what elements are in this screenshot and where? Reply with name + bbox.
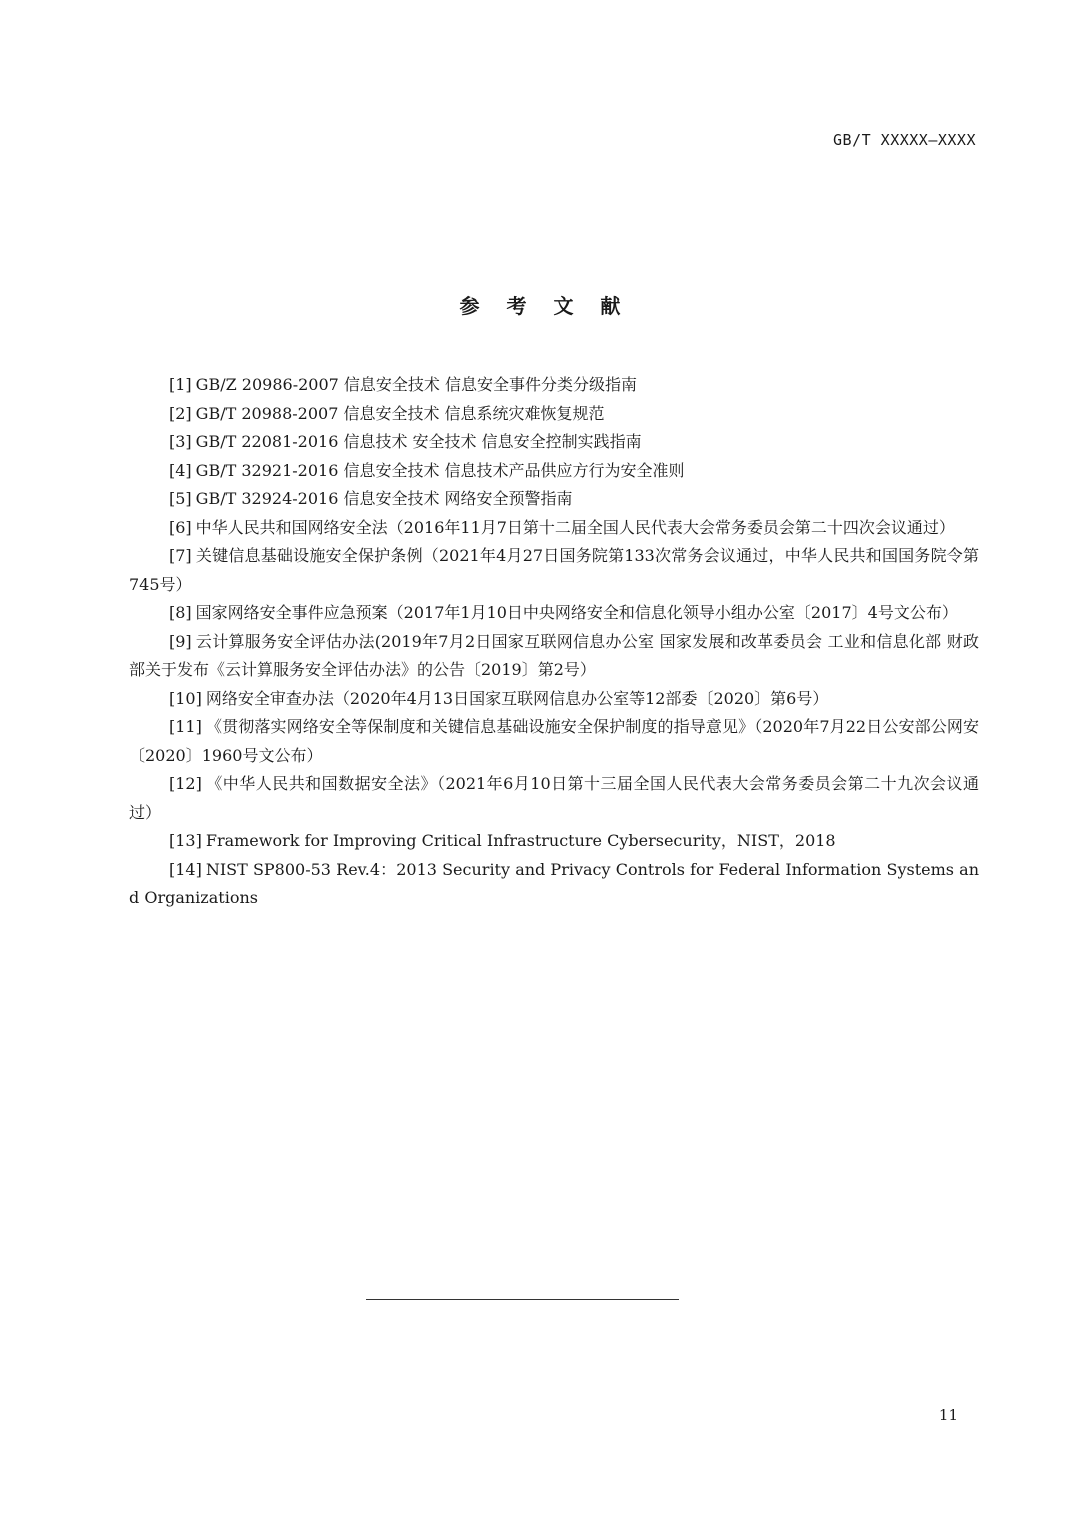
- reference-number: [5]: [169, 489, 192, 508]
- reference-item: [129, 770, 979, 827]
- reference-number: [10]: [169, 688, 202, 708]
- reference-text: 《中华人民共和国数据安全法》（2021年6月10日第十三届全国人民代表大会常务委员会第二十九次会议通过）: [129, 774, 979, 822]
- reference-item: [129, 713, 979, 770]
- reference-text: 《贯彻落实网络安全等保制度和关键信息基础设施安全保护制度的指导意见》（2020年7月22日公安部公网安〔2020〕1960号文公布）: [129, 717, 979, 765]
- reference-text: 中华人民共和国网络安全法（2016年11月7日第十二届全国人民代表大会常务委员会第二十四次会议通过）: [195, 517, 955, 537]
- reference-item: [129, 542, 979, 599]
- reference-number: [12]: [169, 774, 202, 793]
- standard-code: GB/T XXXXX—XXXX: [833, 131, 976, 149]
- reference-text: 关键信息基础设施安全保护条例（2021年4月27日国务院第133次常务会议通过，中华人民共和国国务院令第745号）: [129, 546, 979, 594]
- reference-item: [129, 599, 979, 628]
- reference-number: [4]: [169, 460, 192, 480]
- reference-number: [9]: [169, 631, 192, 651]
- reference-text: 国家网络安全事件应急预案（2017年1月10日中央网络安全和信息化领导小组办公室〔2017〕4号文公布）: [195, 603, 958, 622]
- reference-text: 网络安全审查办法（2020年4月13日国家互联网信息办公室等12部委〔2020〕第6号）: [205, 688, 829, 708]
- reference-list: [129, 371, 979, 913]
- reference-text: GB/T 22081-2016 信息技术 安全技术 信息安全控制实践指南: [195, 432, 642, 451]
- reference-item: [129, 485, 979, 514]
- reference-text: Framework for Improving Critical Infrastructure Cybersecurity，NIST，2018: [205, 831, 836, 850]
- reference-item: [129, 514, 979, 543]
- reference-number: [14]: [169, 859, 202, 879]
- reference-item: [129, 428, 979, 457]
- reference-number: [11]: [169, 717, 202, 736]
- reference-number: [2]: [169, 403, 192, 423]
- reference-text: GB/Z 20986-2007 信息安全技术 信息安全事件分类分级指南: [195, 375, 638, 394]
- end-rule-divider: [366, 1299, 679, 1300]
- reference-number: [7]: [169, 546, 192, 565]
- reference-item: [129, 371, 979, 400]
- reference-text: GB/T 32924-2016 信息安全技术 网络安全预警指南: [195, 489, 573, 508]
- reference-text: GB/T 20988-2007 信息安全技术 信息系统灾难恢复规范: [195, 403, 605, 423]
- reference-item: [129, 628, 979, 685]
- reference-number: [13]: [169, 831, 202, 850]
- reference-text: GB/T 32921-2016 信息安全技术 信息技术产品供应方行为安全准则: [195, 460, 685, 480]
- reference-item: [129, 457, 979, 486]
- page-title: 参 考 文 献: [459, 294, 631, 318]
- reference-number: [1]: [169, 375, 192, 394]
- reference-text: 云计算服务安全评估办法(2019年7月2日国家互联网信息办公室 国家发展和改革委员会 工业和信息化部 财政部关于发布《云计算服务安全评估办法》的公告〔2019〕第2号）: [129, 631, 979, 679]
- reference-item: [129, 400, 979, 429]
- reference-text: NIST SP800-53 Rev.4：2013 Security and Privacy Controls for Federal Information Systems and Organizations: [129, 859, 979, 907]
- reference-number: [6]: [169, 517, 192, 537]
- reference-number: [3]: [169, 432, 192, 451]
- reference-number: [8]: [169, 603, 192, 622]
- reference-item: [129, 827, 979, 856]
- reference-item: [129, 856, 979, 913]
- page-number: 11: [938, 1406, 958, 1424]
- reference-item: [129, 685, 979, 714]
